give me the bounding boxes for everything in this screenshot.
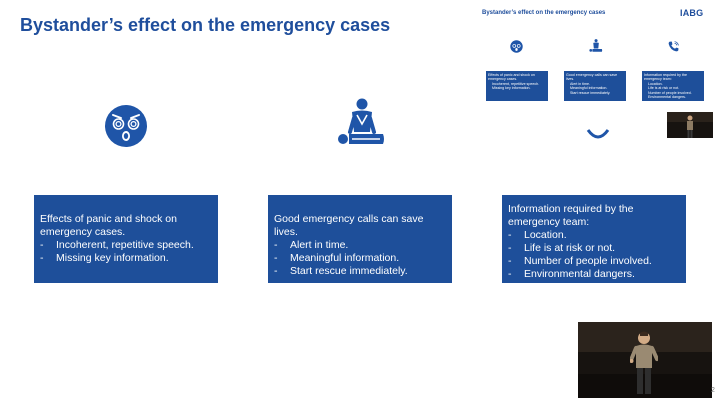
card-bullet-item: - Environmental dangers. [508, 268, 635, 280]
card-required-information [502, 195, 686, 283]
thumbnail-title: Bystander’s effect on the emergency cases [482, 10, 606, 16]
slide-thumbnail[interactable] [474, 0, 720, 112]
card-heading: Information required by the emergency team: [508, 203, 634, 228]
cpr-icon [588, 39, 603, 54]
card-emergency-calls [268, 195, 452, 283]
card-bullet-item: - Incoherent, repetitive speech. [40, 239, 194, 251]
card-panic-effects [34, 195, 218, 283]
card-heading: Good emergency calls can save lives. [274, 213, 424, 238]
phone-call-icon [586, 128, 610, 144]
thumbnail-card-emergency-calls: Good emergency calls can save lives. Alert in time. Meaningful information. Start rescue immediately. [564, 71, 626, 101]
cpr-icon [334, 98, 386, 152]
thumbnail-card-required-information: Information required by the emergency team: Location. Life is at risk or not. Number of people involved. Environmental dangers. [642, 71, 704, 101]
card-bullet-item: - Alert in time. [274, 239, 349, 251]
speaker-figure [685, 115, 695, 138]
card-bullet-item: - Start rescue immediately. [274, 265, 408, 277]
page-number: 2 [711, 387, 715, 394]
card-bullet-item: - Life is at risk or not. [508, 242, 616, 254]
shocked-face-icon [104, 104, 148, 148]
card-heading: Effects of panic and shock on emergency cases. [40, 213, 177, 238]
card-bullet-item: - Location. [508, 229, 567, 241]
card-bullet-item: - Number of people involved. [508, 255, 652, 267]
phone-call-icon [667, 40, 680, 53]
speaker-camera-thumbnail[interactable] [667, 112, 713, 138]
speaker-figure [630, 330, 658, 396]
thumbnail-card-panic-effects: Effects of panic and shock on emergency cases. Incoherent, repetitive speech. Missing key information. [486, 71, 548, 101]
speaker-camera-view[interactable] [578, 322, 712, 398]
card-bullet-item: - Meaningful information. [274, 252, 400, 264]
iabg-logo: IABG [680, 8, 704, 18]
shocked-face-icon [510, 40, 523, 53]
slide-title: Bystander’s effect on the emergency cases [20, 15, 391, 35]
card-bullet-item: - Missing key information. [40, 252, 169, 264]
